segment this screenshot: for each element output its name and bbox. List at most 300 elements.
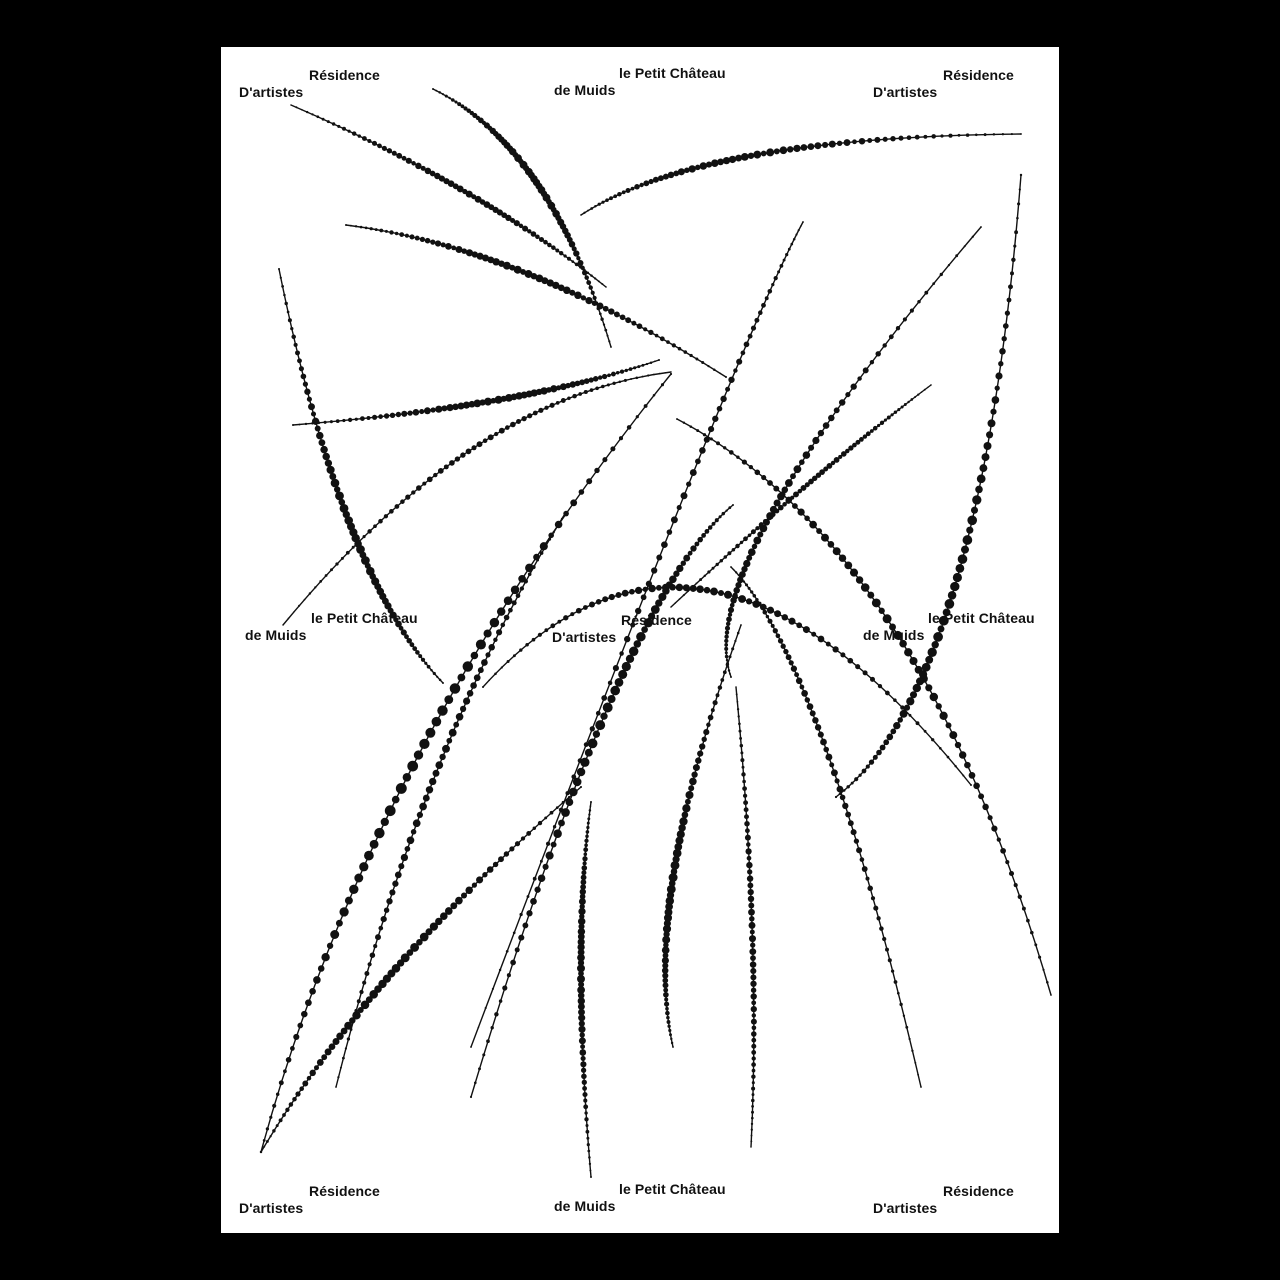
- stroke-bead: [629, 647, 638, 656]
- stroke-bead: [460, 706, 466, 712]
- stroke-bead: [590, 726, 595, 731]
- stroke-bead: [307, 1076, 312, 1081]
- stroke-bead: [781, 644, 786, 649]
- stroke-bead: [432, 717, 442, 727]
- stroke-bead: [553, 825, 556, 828]
- stroke-bead: [664, 997, 668, 1001]
- stroke-bead: [808, 143, 815, 150]
- stroke-bead: [368, 962, 372, 966]
- stroke-bead: [610, 346, 612, 348]
- stroke-bead: [896, 326, 900, 330]
- stroke-bead: [750, 981, 756, 987]
- stroke-bead: [582, 270, 587, 275]
- stroke-bead: [679, 817, 687, 825]
- stroke-bead: [598, 375, 602, 379]
- stroke-bead: [283, 294, 286, 297]
- stroke-bead: [797, 508, 804, 515]
- stroke-bead: [683, 421, 685, 423]
- stroke-bead: [729, 156, 736, 163]
- stroke-bead: [359, 862, 368, 871]
- stroke-bead: [488, 680, 490, 682]
- stroke-bead: [856, 847, 862, 853]
- stroke-bead: [591, 291, 595, 295]
- stroke-bead: [600, 318, 603, 321]
- stroke-bead: [699, 743, 705, 749]
- stroke-bead: [477, 441, 483, 447]
- stroke-bead: [306, 111, 308, 113]
- brush-stroke: [835, 174, 1022, 798]
- stroke-bead: [671, 516, 678, 523]
- stroke-bead: [724, 647, 728, 651]
- stroke-bead: [801, 690, 808, 697]
- stroke-bead: [820, 739, 827, 746]
- stroke-bead: [940, 273, 943, 276]
- stroke-bead: [556, 401, 560, 405]
- stroke-bead: [385, 230, 388, 233]
- stroke-bead: [637, 365, 640, 368]
- stroke-bead: [720, 396, 726, 402]
- stroke-bead: [735, 686, 736, 687]
- stroke-bead: [538, 633, 542, 637]
- stroke-bead: [689, 165, 696, 172]
- stroke-bead: [299, 366, 304, 371]
- stroke-bead: [602, 374, 607, 379]
- stroke-bead: [435, 761, 443, 769]
- stroke-bead: [667, 1025, 670, 1028]
- stroke-bead: [589, 1163, 591, 1165]
- stroke-bead: [594, 277, 596, 279]
- stroke-bead: [430, 407, 435, 412]
- stroke-bead: [617, 192, 621, 196]
- stroke-bead: [823, 747, 829, 753]
- stroke-bead: [522, 922, 528, 928]
- stroke-bead: [260, 1151, 262, 1153]
- stroke-bead: [759, 522, 764, 527]
- stroke-bead: [670, 373, 672, 375]
- stroke-bead: [377, 144, 382, 149]
- stroke-bead: [367, 529, 371, 533]
- stroke-bead: [639, 183, 643, 187]
- stroke-bead: [364, 851, 374, 861]
- label-dartistes: D'artistes: [873, 84, 938, 100]
- stroke-bead: [745, 828, 750, 833]
- stroke-bead: [510, 960, 516, 966]
- stroke-bead: [565, 791, 569, 795]
- stroke-bead: [367, 416, 371, 420]
- stroke-bead: [726, 663, 729, 666]
- stroke-bead: [390, 413, 395, 418]
- stroke-bead: [610, 686, 620, 696]
- stroke-bead: [962, 775, 964, 777]
- stroke-bead: [871, 896, 875, 900]
- stroke-bead: [703, 433, 706, 436]
- stroke-bead: [511, 586, 520, 595]
- stroke-bead: [507, 660, 510, 663]
- stroke-bead: [955, 254, 958, 257]
- stroke-bead: [316, 432, 324, 440]
- stroke-bead: [900, 705, 904, 709]
- stroke-bead: [266, 1127, 269, 1130]
- stroke-bead: [870, 429, 874, 433]
- stroke-bead: [837, 141, 842, 146]
- stroke-bead: [301, 1011, 308, 1018]
- stroke-bead: [384, 907, 389, 912]
- stroke-bead: [711, 159, 719, 167]
- stroke-bead: [405, 234, 409, 238]
- stroke-bead: [405, 846, 411, 852]
- stroke-bead: [547, 243, 552, 248]
- stroke-bead: [350, 225, 352, 227]
- stroke-bead: [471, 652, 479, 660]
- stroke-bead: [669, 584, 676, 591]
- stroke-bead: [606, 335, 608, 337]
- stroke-bead: [311, 422, 313, 424]
- stroke-bead: [521, 416, 526, 421]
- stroke-bead: [282, 1113, 286, 1117]
- stroke-bead: [904, 648, 912, 656]
- stroke-bead: [751, 1087, 755, 1091]
- stroke-bead: [792, 503, 798, 509]
- stroke-bead: [345, 224, 347, 226]
- stroke-bead: [288, 618, 290, 620]
- stroke-bead: [406, 158, 412, 164]
- label-petit-chateau: le Petit Château: [928, 610, 1035, 626]
- brush-stroke: [735, 686, 757, 1147]
- stroke-bead: [873, 755, 878, 760]
- stroke-bead: [396, 153, 402, 159]
- stroke-bead: [793, 491, 799, 497]
- stroke-bead: [592, 300, 597, 305]
- stroke-bead: [314, 1065, 319, 1070]
- stroke-bead: [470, 1096, 472, 1098]
- stroke-bead: [710, 588, 718, 596]
- stroke-bead: [311, 113, 313, 115]
- stroke-bead: [291, 335, 296, 340]
- stroke-bead: [789, 660, 794, 665]
- stroke-bead: [751, 326, 756, 331]
- stroke-bead: [603, 323, 605, 325]
- stroke-bead: [939, 712, 947, 720]
- stroke-bead: [876, 750, 882, 756]
- stroke-bead: [668, 1029, 671, 1032]
- stroke-bead: [704, 575, 706, 577]
- stroke-bead: [814, 142, 821, 149]
- stroke-bead: [671, 1042, 673, 1044]
- stroke-bead: [757, 531, 763, 537]
- stroke-bead: [883, 614, 892, 623]
- stroke-bead: [418, 654, 422, 658]
- stroke-bead: [658, 359, 660, 361]
- stroke-bead: [723, 670, 727, 674]
- stroke-bead: [948, 264, 950, 266]
- stroke-bead: [733, 587, 740, 594]
- stroke-bead: [893, 698, 897, 702]
- stroke-bead: [774, 276, 778, 280]
- stroke-bead: [999, 348, 1006, 355]
- stroke-bead: [991, 826, 997, 832]
- stroke-bead: [574, 791, 576, 793]
- stroke-bead: [327, 943, 333, 949]
- stroke-bead: [588, 1156, 591, 1159]
- stroke-bead: [891, 413, 894, 416]
- stroke-bead: [553, 829, 562, 838]
- stroke-bead: [340, 1067, 342, 1069]
- stroke-bead: [749, 922, 756, 929]
- stroke-bead: [963, 535, 973, 545]
- stroke-bead: [355, 225, 357, 227]
- stroke-bead: [551, 842, 557, 848]
- stroke-bead: [695, 459, 701, 465]
- stroke-bead: [279, 1118, 283, 1122]
- stroke-bead: [413, 819, 421, 827]
- stroke-bead: [528, 572, 532, 576]
- stroke-bead: [700, 162, 708, 170]
- stroke-bead: [608, 681, 613, 686]
- stroke-bead: [688, 551, 693, 556]
- stroke-bead: [590, 274, 593, 277]
- stroke-bead: [936, 703, 942, 709]
- stroke-bead: [504, 596, 513, 605]
- stroke-bead: [327, 120, 330, 123]
- stroke-bead: [309, 592, 311, 594]
- stroke-bead: [506, 950, 509, 953]
- stroke-bead: [656, 585, 662, 591]
- stroke-bead: [570, 499, 577, 506]
- stroke-bead: [686, 481, 691, 486]
- stroke-bead: [774, 509, 779, 514]
- stroke-bead: [910, 691, 917, 698]
- stroke-bead: [723, 446, 726, 449]
- stroke-bead: [1007, 298, 1012, 303]
- stroke-bead: [578, 1014, 585, 1021]
- stroke-bead: [839, 399, 846, 406]
- stroke-bead: [725, 651, 728, 654]
- stroke-bead: [445, 95, 448, 98]
- stroke-bead: [750, 942, 755, 947]
- stroke-bead: [1018, 895, 1022, 899]
- stroke-bead: [1014, 230, 1018, 234]
- stroke-bead: [863, 670, 868, 675]
- stroke-bead: [738, 574, 740, 576]
- stroke-bead: [676, 418, 678, 420]
- stroke-bead: [455, 456, 460, 461]
- stroke-bead: [557, 620, 561, 624]
- stroke-bead: [538, 821, 542, 825]
- stroke-bead: [750, 968, 756, 974]
- stroke-bead: [289, 1102, 294, 1107]
- stroke-bead: [799, 459, 805, 465]
- stroke-bead: [372, 415, 377, 420]
- stroke-bead: [851, 829, 857, 835]
- stroke-bead: [650, 361, 653, 364]
- stroke-bead: [907, 135, 912, 140]
- stroke-bead: [829, 141, 836, 148]
- stroke-bead: [633, 366, 636, 369]
- stroke-bead: [309, 1070, 315, 1076]
- stroke-bead: [478, 667, 484, 673]
- stroke-bead: [583, 212, 585, 214]
- stroke-bead: [553, 531, 555, 533]
- stroke-bead: [696, 585, 704, 593]
- stroke-bead: [644, 404, 648, 408]
- stroke-bead: [716, 563, 719, 566]
- stroke-bead: [574, 292, 581, 299]
- stroke-bead: [763, 519, 768, 524]
- stroke-bead: [746, 862, 752, 868]
- stroke-bead: [492, 988, 494, 990]
- stroke-bead: [579, 1049, 586, 1056]
- brush-stroke: [580, 133, 1022, 216]
- stroke-bead: [496, 629, 502, 635]
- stroke-bead: [970, 784, 972, 786]
- stroke-bead: [859, 138, 866, 145]
- stroke-bead: [455, 897, 463, 905]
- stroke-bead: [740, 758, 744, 762]
- stroke-bead: [609, 594, 615, 600]
- stroke-bead: [740, 577, 743, 580]
- stroke-bead: [767, 619, 772, 624]
- stroke-bead: [774, 148, 780, 154]
- stroke-bead: [880, 421, 884, 425]
- stroke-bead: [751, 1044, 756, 1049]
- stroke-bead: [584, 843, 588, 847]
- stroke-bead: [803, 451, 811, 459]
- stroke-bead: [411, 829, 417, 835]
- stroke-bead: [304, 599, 306, 601]
- stroke-bead: [600, 713, 607, 720]
- stroke-bead: [342, 419, 345, 422]
- stroke-bead: [716, 693, 720, 697]
- stroke-bead: [844, 561, 852, 569]
- stroke-bead: [410, 642, 415, 647]
- stroke-bead: [533, 826, 536, 829]
- stroke-bead: [907, 401, 909, 403]
- stroke-bead: [915, 135, 920, 140]
- stroke-bead: [567, 257, 571, 261]
- stroke-bead: [661, 383, 664, 386]
- stroke-bead: [426, 786, 433, 793]
- stroke-bead: [883, 739, 889, 745]
- stroke-bead: [283, 1069, 287, 1073]
- stroke-bead: [535, 235, 540, 240]
- stroke-bead: [530, 898, 537, 905]
- stroke-bead: [585, 749, 593, 757]
- stroke-bead: [842, 803, 848, 809]
- stroke-bead: [444, 464, 449, 469]
- stroke-bead: [284, 302, 287, 305]
- stroke-bead: [605, 286, 606, 287]
- stroke-bead: [720, 559, 723, 562]
- stroke-bead: [315, 426, 321, 432]
- stroke-bead: [445, 243, 452, 250]
- stroke-bead: [656, 555, 662, 561]
- stroke-bead: [719, 515, 722, 518]
- stroke-bead: [433, 473, 437, 477]
- stroke-bead: [634, 184, 640, 190]
- stroke-bead: [375, 228, 378, 231]
- stroke-bead: [818, 732, 824, 738]
- stroke-bead: [355, 418, 358, 421]
- label-residence: Résidence: [943, 67, 1014, 83]
- stroke-bead: [749, 935, 756, 942]
- stroke-bead: [731, 647, 734, 650]
- stroke-bead: [922, 663, 931, 672]
- stroke-bead: [538, 874, 546, 882]
- stroke-bead: [972, 495, 981, 504]
- stroke-bead: [822, 142, 828, 148]
- stroke-bead: [751, 1129, 753, 1131]
- stroke-bead: [964, 762, 971, 769]
- stroke-bead: [584, 839, 588, 843]
- stroke-bead: [594, 205, 596, 207]
- stroke-bead: [815, 724, 821, 730]
- stroke-bead: [466, 449, 472, 455]
- stroke-bead: [614, 311, 620, 317]
- stroke-bead: [585, 297, 592, 304]
- stroke-bead: [945, 599, 955, 609]
- stroke-bead: [751, 987, 756, 992]
- stroke-bead: [1005, 310, 1010, 315]
- stroke-bead: [825, 754, 832, 761]
- stroke-bead: [875, 351, 880, 356]
- stroke-bead: [485, 652, 490, 657]
- stroke-bead: [448, 97, 450, 99]
- stroke-bead: [298, 605, 300, 607]
- stroke-bead: [730, 566, 732, 568]
- stroke-bead: [641, 594, 647, 600]
- stroke-bead: [389, 230, 393, 234]
- stroke-bead: [882, 343, 886, 347]
- stroke-bead: [884, 419, 887, 422]
- label-dartistes: D'artistes: [239, 84, 304, 100]
- stroke-bead: [750, 974, 756, 980]
- stroke-bead: [544, 628, 548, 632]
- brush-stroke: [470, 504, 734, 1098]
- stroke-bead: [752, 1056, 756, 1060]
- stroke-bead: [855, 664, 860, 669]
- stroke-bead: [359, 990, 363, 994]
- stroke-bead: [583, 847, 588, 852]
- stroke-bead: [785, 479, 793, 487]
- stroke-bead: [432, 88, 434, 90]
- stroke-bead: [301, 374, 307, 380]
- stroke-bead: [337, 1076, 339, 1078]
- stroke-bead: [872, 598, 881, 607]
- stroke-bead: [360, 226, 363, 229]
- stroke-bead: [321, 953, 329, 961]
- stroke-bead: [925, 656, 933, 664]
- label-residence: Résidence: [309, 67, 380, 83]
- stroke-bead: [1022, 907, 1026, 911]
- stroke-bead: [311, 411, 316, 416]
- stroke-bead: [442, 93, 444, 95]
- stroke-bead: [395, 232, 398, 235]
- stroke-bead: [327, 466, 335, 474]
- stroke-bead: [1019, 188, 1021, 190]
- stroke-bead: [745, 835, 751, 841]
- stroke-bead: [581, 1056, 586, 1061]
- stroke-bead: [263, 1139, 266, 1142]
- stroke-bead: [786, 654, 792, 660]
- stroke-bead: [894, 980, 898, 984]
- stroke-bead: [690, 469, 697, 476]
- stroke-bead: [683, 555, 690, 562]
- stroke-bead: [751, 1117, 754, 1120]
- stroke-bead: [678, 168, 685, 175]
- stroke-bead: [375, 934, 381, 940]
- stroke-bead: [1014, 883, 1018, 887]
- stroke-bead: [348, 418, 352, 422]
